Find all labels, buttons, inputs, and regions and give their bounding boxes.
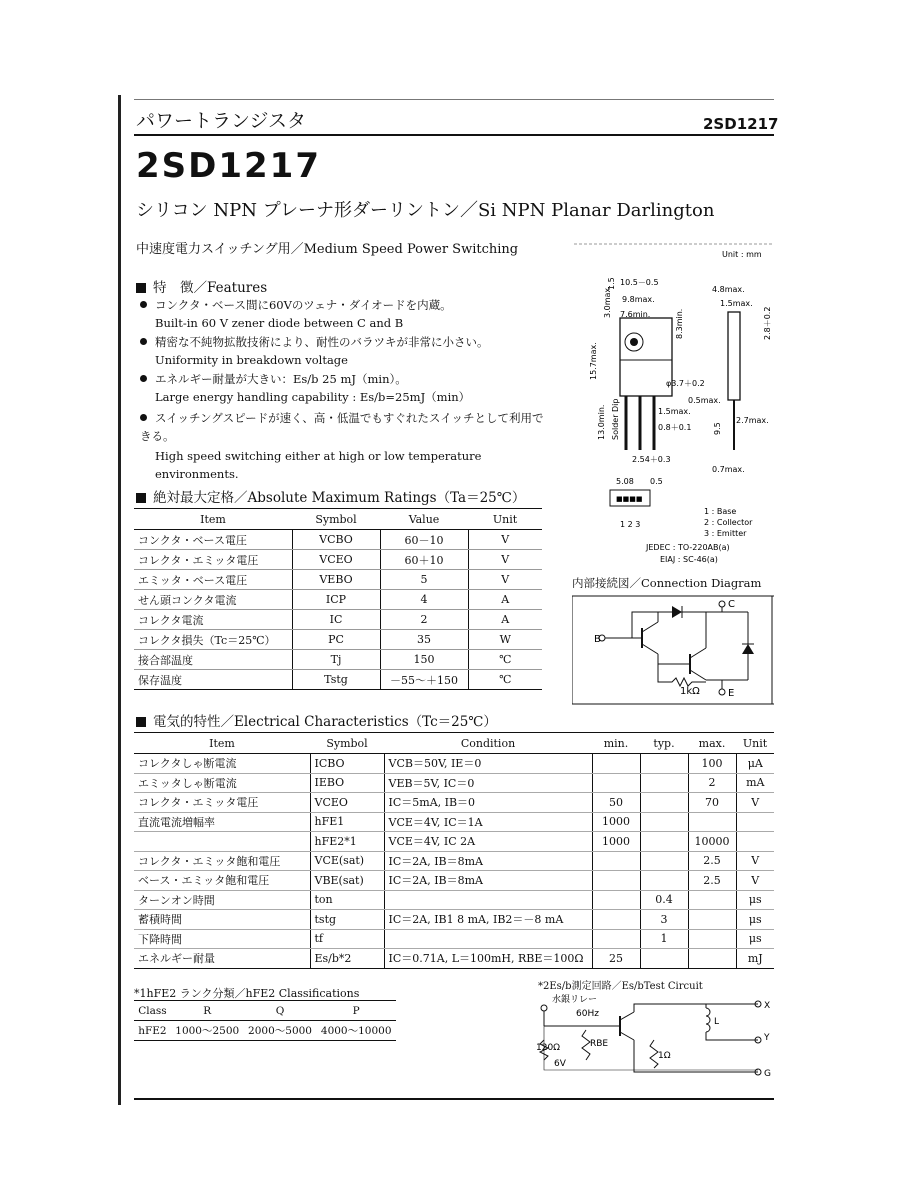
dim-label: 9.8max. [622, 295, 655, 304]
dim-label: 2.8＋0.2 [763, 306, 772, 340]
class-cell: hFE2 [134, 1021, 171, 1041]
cell-symbol: IEBO [310, 773, 384, 793]
classification-table [134, 1000, 396, 1041]
cell-condition: IC＝2A, IB＝8mA [384, 871, 592, 891]
col-unit: Unit [468, 509, 542, 530]
cell-item: コレクタ・エミッタ電圧 [134, 793, 310, 813]
top-rule [134, 99, 774, 100]
feature-item: スイッチングスピードが速く、高・低温でもすぐれたスイッチとして利用できる。 High speed switching either at high or low temperature environments. [140, 411, 544, 481]
cell-typ: 0.4 [640, 890, 688, 910]
col-min: min. [592, 733, 640, 754]
table-row [134, 793, 774, 813]
collector-label: C [728, 599, 735, 610]
cell-condition: VCB＝50V, IE＝0 [384, 754, 592, 774]
cell-item: コレクタ・エミッタ飽和電圧 [134, 851, 310, 871]
feature-item: 精密な不純物拡散技術により、耐性のバラツキが非常に小さい。 Uniformity in breakdown voltage [140, 333, 489, 369]
cell-symbol: hFE2*1 [310, 832, 384, 852]
pin-legend: 3 : Emitter [704, 529, 747, 538]
cell-value: 150 [380, 650, 468, 670]
r2-label: 1Ω [658, 1051, 671, 1061]
dim-label: 9.5 [713, 422, 722, 435]
cell-max [688, 890, 736, 910]
dim-label: 3.0max. [603, 285, 612, 318]
pin-numbers: 1 2 3 [620, 520, 641, 529]
cell-max: 2 [688, 773, 736, 793]
cell-item: せん頭コンクタ電流 [134, 590, 292, 610]
col-symbol: Symbol [292, 509, 380, 530]
class-cell: Q [244, 1001, 317, 1021]
cell-unit: μs [736, 929, 774, 949]
dim-label: 7.6min. [620, 310, 651, 319]
pin-legend: 2 : Collector [704, 518, 753, 527]
cell-unit: V [736, 793, 774, 813]
cell-typ [640, 754, 688, 774]
cell-value: －55～＋150 [380, 670, 468, 690]
dim-label: 2.54＋0.3 [632, 455, 671, 464]
cell-min: 25 [592, 949, 640, 969]
cell-symbol: Tstg [292, 670, 380, 690]
cell-item: エネルギー耐量 [134, 949, 310, 969]
cell-min [592, 871, 640, 891]
header-rule [134, 134, 774, 136]
rbe-label: RBE [590, 1039, 609, 1049]
cell-unit: ℃ [468, 650, 542, 670]
cell-symbol: VEBO [292, 570, 380, 590]
dim-label: 0.5 [650, 477, 663, 486]
table-row [134, 610, 542, 630]
cell-min [592, 773, 640, 793]
cell-item: ターンオン時間 [134, 890, 310, 910]
cell-condition: IC＝5mA, IB＝0 [384, 793, 592, 813]
cell-typ [640, 793, 688, 813]
bullet-icon [140, 375, 147, 382]
cell-min: 1000 [592, 812, 640, 832]
cell-unit: μs [736, 890, 774, 910]
connection-diagram [572, 592, 774, 706]
col-item: Item [134, 509, 292, 530]
cell-symbol: VCEO [292, 550, 380, 570]
cell-unit: W [468, 630, 542, 650]
col-typ: typ. [640, 733, 688, 754]
cell-value: 60－10 [380, 530, 468, 550]
table-row [134, 1021, 396, 1041]
table-row [134, 949, 774, 969]
abs-max-table [134, 508, 542, 690]
cell-item: 接合部温度 [134, 650, 292, 670]
cell-unit: A [468, 590, 542, 610]
table-row [134, 851, 774, 871]
col-condition: Condition [384, 733, 592, 754]
freq-label: 60Hz [576, 1009, 599, 1019]
dim-label: 4.8max. [712, 285, 745, 294]
cell-symbol: IC [292, 610, 380, 630]
cell-max: 2.5 [688, 871, 736, 891]
cell-min [592, 851, 640, 871]
table-row [134, 530, 542, 550]
dim-label: 15.7max. [589, 342, 598, 380]
cell-item: エミッタしゃ断電流 [134, 773, 310, 793]
cell-typ [640, 812, 688, 832]
cell-min [592, 754, 640, 774]
cell-condition: VCE＝4V, IC＝1A [384, 812, 592, 832]
cell-typ [640, 851, 688, 871]
cell-unit: mA [736, 773, 774, 793]
cell-value: 5 [380, 570, 468, 590]
relay-label: 水銀リレー [552, 995, 598, 1005]
r1-label: 120Ω [536, 1043, 561, 1053]
cell-item: 下降時間 [134, 929, 310, 949]
cell-item: コレクタ電流 [134, 610, 292, 630]
test-circuit-diagram [530, 990, 774, 1080]
cell-item: コンクタ・ベース電圧 [134, 530, 292, 550]
table-row [134, 570, 542, 590]
test-circuit-heading: *2Es/b測定回路／Es/bTest Circuit [538, 981, 703, 992]
cell-value: 4 [380, 590, 468, 610]
inductor-label: L [714, 1017, 720, 1027]
unit-label: Unit : mm [722, 250, 762, 259]
cell-symbol: VCBO [292, 530, 380, 550]
dim-label: 5.08 [616, 477, 634, 486]
terminal-x-label: X [764, 1001, 771, 1011]
cell-condition: IC＝2A, IB＝8mA [384, 851, 592, 871]
jedec-label: JEDEC : TO-220AB(a) [646, 543, 730, 552]
dim-label: 8.3min. [675, 308, 684, 339]
cell-condition: VEB＝5V, IC＝0 [384, 773, 592, 793]
cell-max [688, 812, 736, 832]
col-unit: Unit [736, 733, 774, 754]
table-row [134, 890, 774, 910]
cell-item: エミッタ・ベース電圧 [134, 570, 292, 590]
table-row [134, 590, 542, 610]
emitter-label: E [728, 688, 735, 699]
dim-label: φ3.7＋0.2 [666, 379, 705, 388]
col-max: max. [688, 733, 736, 754]
cell-symbol: ton [310, 890, 384, 910]
cell-unit: A [468, 610, 542, 630]
section-square-icon [136, 717, 146, 727]
class-cell: 2000～5000 [244, 1021, 317, 1041]
cell-condition [384, 890, 592, 910]
cell-unit: ℃ [468, 670, 542, 690]
cell-item: コレクタ・エミッタ電圧 [134, 550, 292, 570]
cell-item: 直流電流増幅率 [134, 812, 310, 832]
cell-item: コレクタ損失（Tc＝25℃） [134, 630, 292, 650]
class-cell: R [171, 1001, 244, 1021]
cell-unit: μA [736, 754, 774, 774]
dim-label: 0.5max. [688, 396, 721, 405]
cell-unit: V [736, 871, 774, 891]
base-label: B [594, 634, 601, 645]
cell-unit: V [468, 570, 542, 590]
cell-condition: IC＝2A, IB1 8 mA, IB2＝－8 mA [384, 910, 592, 930]
header-part-number: 2SD1217 [703, 115, 779, 133]
class-cell: P [316, 1001, 396, 1021]
table-row [134, 630, 542, 650]
bullet-icon [140, 301, 147, 308]
table-row [134, 650, 542, 670]
terminal-g-label: G [764, 1069, 771, 1079]
cell-unit: V [468, 550, 542, 570]
cell-symbol: hFE1 [310, 812, 384, 832]
eiaj-label: EIAJ : SC-46(a) [660, 555, 718, 564]
connection-diagram-heading: 内部接続図／Connection Diagram [572, 576, 762, 590]
terminal-y-label: Y [764, 1033, 770, 1043]
cell-item: 保存温度 [134, 670, 292, 690]
dim-label: 1.5 [607, 277, 616, 290]
cell-min [592, 910, 640, 930]
table-row [134, 832, 774, 852]
feature-item: エネルギー耐量が大きい：Es/b 25 mJ（min）。 Large energy handling capability : Es/b=25mJ（min） [140, 370, 470, 406]
class-cell: Class [134, 1001, 171, 1021]
cell-max [688, 910, 736, 930]
cell-typ [640, 773, 688, 793]
cell-min: 50 [592, 793, 640, 813]
pin-legend: 1 : Base [704, 507, 737, 516]
table-header-row [134, 733, 774, 754]
cell-max [688, 949, 736, 969]
cell-item [134, 832, 310, 852]
table-row [134, 1001, 396, 1021]
cell-typ: 3 [640, 910, 688, 930]
bullet-icon [140, 338, 147, 345]
cell-item: 蓄積時間 [134, 910, 310, 930]
application-line: 中速度電力スイッチング用／Medium Speed Power Switching [136, 242, 519, 257]
cell-condition: VCE＝4V, IC 2A [384, 832, 592, 852]
package-outline-drawing [570, 240, 776, 570]
cell-condition [384, 929, 592, 949]
dim-label: 0.8＋0.1 [658, 423, 692, 432]
scan-edge-bar [118, 95, 121, 1105]
dim-label: 1.5max. [720, 299, 753, 308]
cell-unit: μs [736, 910, 774, 930]
class-cell: 4000～10000 [316, 1021, 396, 1041]
dim-label: Solder Dip [611, 398, 620, 440]
dim-label: 0.7max. [712, 465, 745, 474]
features-heading: 特 徴／Features [136, 276, 267, 296]
cell-typ: 1 [640, 929, 688, 949]
col-value: Value [380, 509, 468, 530]
cell-symbol: Tj [292, 650, 380, 670]
cell-condition: IC＝0.71A, L＝100mH, RBE＝100Ω [384, 949, 592, 969]
cell-symbol: tstg [310, 910, 384, 930]
cell-unit: V [468, 530, 542, 550]
cell-symbol: VCEO [310, 793, 384, 813]
cell-unit [736, 812, 774, 832]
pin-marks: ■■■■ [616, 495, 643, 503]
table-row [134, 754, 774, 774]
class-cell: 1000～2500 [171, 1021, 244, 1041]
cell-max: 100 [688, 754, 736, 774]
category-label: パワートランジスタ [136, 110, 306, 132]
cell-value: 2 [380, 610, 468, 630]
electrical-heading: 電気的特性／Electrical Characteristics（Tc＝25℃） [136, 710, 497, 730]
table-row [134, 910, 774, 930]
cell-unit [736, 832, 774, 852]
cell-value: 60＋10 [380, 550, 468, 570]
col-item: Item [134, 733, 310, 754]
cell-min [592, 929, 640, 949]
table-row [134, 550, 542, 570]
feature-item: コンクタ・ベース間に60Vのツェナ・ダイオードを内蔵。 Built-in 60 V zener diode between C and B [140, 296, 452, 332]
classification-heading: *1hFE2 ランク分類／hFE2 Classifications [134, 987, 360, 1000]
cell-symbol: ICBO [310, 754, 384, 774]
dim-label: 2.7max. [736, 416, 769, 425]
dim-label: 13.0min. [597, 404, 606, 440]
table-header-row [134, 509, 542, 530]
cell-value: 35 [380, 630, 468, 650]
table-row [134, 812, 774, 832]
voltage-label: 6V [554, 1059, 566, 1069]
col-symbol: Symbol [310, 733, 384, 754]
cell-symbol: Es/b*2 [310, 949, 384, 969]
cell-max: 2.5 [688, 851, 736, 871]
cell-typ [640, 832, 688, 852]
cell-item: コレクタしゃ断電流 [134, 754, 310, 774]
resistor-label: 1kΩ [680, 686, 700, 697]
electrical-table [134, 732, 774, 969]
cell-unit: mJ [736, 949, 774, 969]
cell-typ [640, 871, 688, 891]
cell-item: ベース・エミッタ飽和電圧 [134, 871, 310, 891]
cell-min: 1000 [592, 832, 640, 852]
cell-symbol: tf [310, 929, 384, 949]
table-row [134, 773, 774, 793]
section-square-icon [136, 493, 146, 503]
cell-max [688, 929, 736, 949]
cell-min [592, 890, 640, 910]
cell-max: 70 [688, 793, 736, 813]
dim-label: 1.5max. [658, 407, 691, 416]
part-title: 2SD1217 [136, 146, 321, 186]
table-row [134, 670, 542, 690]
cell-symbol: VCE(sat) [310, 851, 384, 871]
dim-label: 10.5－0.5 [620, 278, 659, 287]
table-row [134, 871, 774, 891]
subtitle: シリコン NPN プレーナ形ダーリントン／Si NPN Planar Darlington [136, 200, 715, 221]
cell-symbol: ICP [292, 590, 380, 610]
cell-typ [640, 949, 688, 969]
footer-rule [134, 1098, 774, 1100]
cell-symbol: PC [292, 630, 380, 650]
abs-max-heading: 絶対最大定格／Absolute Maximum Ratings（Ta＝25℃） [136, 486, 525, 506]
table-row [134, 929, 774, 949]
cell-max: 10000 [688, 832, 736, 852]
cell-symbol: VBE(sat) [310, 871, 384, 891]
cell-unit: V [736, 851, 774, 871]
bullet-icon [140, 414, 147, 421]
section-square-icon [136, 283, 146, 293]
